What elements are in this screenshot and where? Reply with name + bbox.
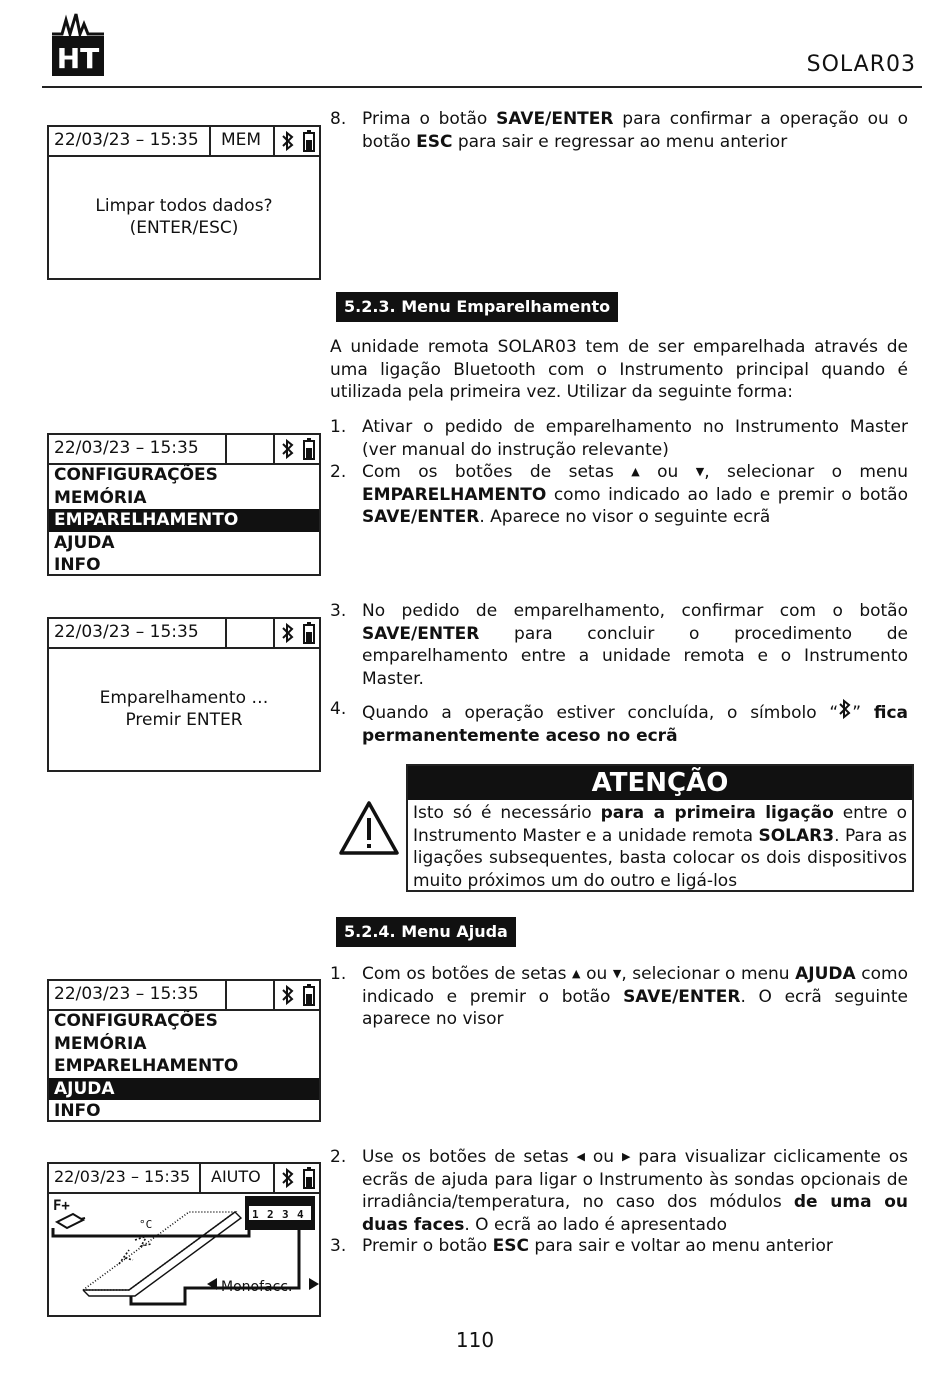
pairing-screen xyxy=(47,617,321,772)
menu-item-configuracoes[interactable]: CONFIGURAÇÕES xyxy=(54,465,218,485)
sensor-icon xyxy=(57,1214,83,1228)
port-4-label: 4 xyxy=(297,1208,304,1221)
clear-confirm-line1: Limpar todos dados? xyxy=(95,196,273,216)
screen-datetime: 22/03/23 – 15:35 xyxy=(54,622,199,642)
battery-icon xyxy=(303,1167,315,1189)
menu-list xyxy=(49,464,319,577)
warning-title: ATENÇÃO xyxy=(408,766,912,800)
screen-status-bar xyxy=(49,981,319,1011)
nav-label: Monofacc. xyxy=(221,1279,293,1295)
warning-triangle-icon xyxy=(338,800,400,856)
battery-icon xyxy=(303,130,315,152)
warning-box xyxy=(406,764,914,892)
main-menu-screen-help xyxy=(47,979,321,1122)
menu-item-info[interactable]: INFO xyxy=(54,1101,101,1121)
help-screen xyxy=(47,1162,321,1317)
port-3-label: 3 xyxy=(282,1208,289,1221)
fplus-label: F+ xyxy=(53,1198,70,1214)
bluetooth-icon xyxy=(281,622,295,644)
menu-item-configuracoes[interactable]: CONFIGURAÇÕES xyxy=(54,1011,218,1031)
screen-mode: AIUTO xyxy=(211,1167,261,1186)
nav-right-arrow-icon xyxy=(309,1278,319,1290)
arrow-left-icon: ◀ xyxy=(576,1150,585,1163)
clear-confirm-line2: (ENTER/ESC) xyxy=(129,218,239,238)
page-number: 110 xyxy=(455,1328,495,1352)
screen-datetime: 22/03/23 – 15:35 xyxy=(54,1167,191,1186)
pairing-intro: A unidade remota SOLAR03 tem de ser emparelhada através de uma ligação Bluetooth com o Instrumento principal quando é utilizada pela primeira vez. Utilizar da seguinte forma: xyxy=(330,337,908,402)
pairing-line1: Emparelhamento … xyxy=(99,688,269,708)
main-menu-screen-pairing xyxy=(47,433,321,576)
battery-icon xyxy=(303,622,315,644)
arrow-down-icon: ▼ xyxy=(612,967,622,980)
port-1-label: 1 xyxy=(252,1208,259,1221)
bluetooth-icon xyxy=(281,984,295,1006)
screen-datetime: 22/03/23 – 15:35 xyxy=(54,130,199,150)
screen-mode: MEM xyxy=(221,130,262,150)
temp-unit-label: °C xyxy=(139,1218,153,1231)
menu-item-ajuda[interactable]: AJUDA xyxy=(49,1078,319,1101)
section-heading-help: 5.2.4. Menu Ajuda xyxy=(336,917,516,947)
menu-list xyxy=(49,1010,319,1123)
menu-item-info[interactable]: INFO xyxy=(54,555,101,575)
section-heading-pairing: 5.2.3. Menu Emparelhamento xyxy=(336,292,618,322)
menu-item-emparelhamento[interactable]: EMPARELHAMENTO xyxy=(49,509,319,532)
header-rule xyxy=(42,86,922,88)
arrow-up-icon: ▲ xyxy=(572,967,581,980)
bluetooth-icon xyxy=(281,130,295,152)
arrow-down-icon: ▼ xyxy=(695,465,705,478)
menu-item-emparelhamento[interactable]: EMPARELHAMENTO xyxy=(54,1056,239,1076)
warning-text: Isto só é necessário para a primeira ligação entre o Instrumento Master e a unidade remota SOLAR3. Para as ligações subsequentes, basta colocar os dois dispositivos muito próximos um do outro e ligá-los xyxy=(413,803,907,891)
screen-status-bar xyxy=(49,127,319,157)
ht-logo xyxy=(50,12,106,78)
model-name: SOLAR03 xyxy=(806,52,916,77)
screen-datetime: 22/03/23 – 15:35 xyxy=(54,984,199,1004)
probe-connection-diagram xyxy=(49,1192,319,1315)
battery-icon xyxy=(303,984,315,1006)
screen-status-bar xyxy=(49,435,319,465)
menu-item-ajuda[interactable]: AJUDA xyxy=(54,532,115,553)
pairing-line2: Premir ENTER xyxy=(125,710,243,730)
logo-text: HT xyxy=(56,42,100,75)
screen-datetime: 22/03/23 – 15:35 xyxy=(54,438,199,458)
menu-item-memoria[interactable]: MEMÓRIA xyxy=(54,1033,147,1054)
bluetooth-icon xyxy=(838,698,852,720)
arrow-right-icon: ▶ xyxy=(621,1150,631,1163)
screen-status-bar xyxy=(49,1164,319,1194)
bluetooth-icon xyxy=(281,1167,295,1189)
port-2-label: 2 xyxy=(267,1208,274,1221)
screen-status-bar xyxy=(49,619,319,649)
arrow-up-icon: ▲ xyxy=(631,465,640,478)
battery-icon xyxy=(303,438,315,460)
clear-data-screen xyxy=(47,125,321,280)
menu-item-memoria[interactable]: MEMÓRIA xyxy=(54,487,147,508)
bluetooth-icon xyxy=(281,438,295,460)
